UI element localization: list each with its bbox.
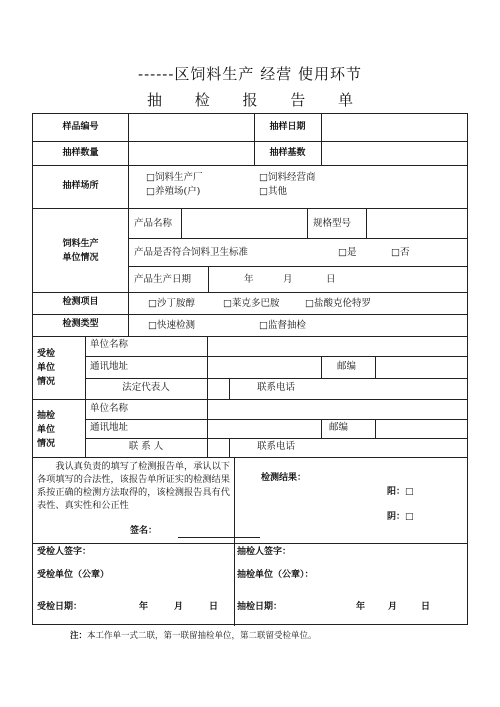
inspection-form bbox=[32, 113, 468, 625]
result-positive-checkbox[interactable]: 阳：□ bbox=[387, 487, 414, 497]
inspector-address-label: 通讯地址 bbox=[90, 422, 129, 433]
inspector-date-label: 抽检日期： bbox=[237, 602, 283, 612]
compliance-yes-checkbox[interactable]: □是 bbox=[338, 247, 357, 258]
inspector-label-line3: 情况 bbox=[36, 439, 55, 449]
declaration-sign-label: 签名： bbox=[130, 526, 158, 536]
inspector-date-year: 年 bbox=[356, 602, 366, 612]
inspected-zip-label: 邮编 bbox=[337, 361, 357, 372]
sample-no-label: 样品编号 bbox=[62, 122, 99, 132]
inspected-signer-label: 受检人签字： bbox=[37, 547, 92, 557]
inspected-date-day: 日 bbox=[209, 602, 219, 612]
inspected-date-month: 月 bbox=[174, 602, 184, 612]
compliance-label: 产品是否符合饲料卫生标准 bbox=[134, 247, 249, 258]
product-name-label: 产品名称 bbox=[134, 218, 173, 229]
compliance-no-checkbox[interactable]: □否 bbox=[391, 247, 410, 258]
inspector-seal-label: 抽检单位（公章）： bbox=[237, 570, 314, 580]
test-items-label: 检测项目 bbox=[62, 297, 99, 307]
inspected-date-label: 受检日期： bbox=[37, 602, 83, 612]
inspected-seal-label: 受检单位（公章） bbox=[37, 570, 110, 580]
inspector-phone-label: 联系电话 bbox=[257, 441, 296, 452]
inspector-date-day: 日 bbox=[421, 602, 431, 612]
footnote bbox=[70, 629, 317, 641]
inspected-address-label: 通讯地址 bbox=[90, 361, 129, 372]
result-negative-checkbox[interactable]: 阴：□ bbox=[387, 512, 414, 522]
test-type-supervision[interactable]: □监督抽检 bbox=[259, 320, 306, 331]
production-date-label: 产品生产日期 bbox=[134, 274, 192, 285]
producer-label-line1: 饲料生产 bbox=[62, 239, 99, 249]
test-item-ractopamine[interactable]: □莱克多巴胺 bbox=[223, 298, 280, 309]
sample-base-label: 抽样基数 bbox=[269, 148, 306, 158]
inspected-phone-label: 联系电话 bbox=[257, 382, 296, 393]
inspector-contact-label: 联 系 人 bbox=[128, 441, 164, 452]
production-month-label: 月 bbox=[283, 274, 293, 285]
test-item-clenbuterol[interactable]: □盐酸克伦特罗 bbox=[305, 298, 371, 309]
test-item-salbutamol[interactable]: □沙丁胺醇 bbox=[148, 298, 195, 309]
sample-qty-label: 抽样数量 bbox=[62, 148, 99, 158]
inspected-legal-rep-label: 法定代表人 bbox=[122, 382, 170, 393]
production-day-label: 日 bbox=[326, 274, 336, 285]
inspected-date-year: 年 bbox=[139, 602, 149, 612]
inspected-label-line1: 受检 bbox=[36, 349, 55, 359]
sampling-place-label: 抽样场所 bbox=[62, 181, 99, 191]
declaration-text: 我认真负责的填写了检测报告单，承认以下各项填写的合法性，该报告单所证实的检测结果系按正确的检测方法取得的，该检测报告具有代表性、真实性和公正性 bbox=[37, 461, 230, 511]
place-option-farm[interactable]: □养殖场(户) bbox=[146, 186, 201, 197]
inspected-label-line3: 情况 bbox=[36, 377, 55, 387]
sample-date-label: 抽样日期 bbox=[269, 122, 306, 132]
inspector-label-line1: 抽检 bbox=[36, 411, 55, 421]
inspector-date-month: 月 bbox=[388, 602, 398, 612]
inspector-zip-label: 邮编 bbox=[329, 422, 349, 433]
signature-line[interactable] bbox=[178, 537, 260, 538]
test-result-label: 检测结果： bbox=[261, 473, 307, 483]
spec-model-label: 规格型号 bbox=[313, 218, 352, 229]
test-type-label: 检测类型 bbox=[62, 319, 99, 329]
inspector-label-line2: 单位 bbox=[36, 425, 55, 435]
producer-label-line2: 单位情况 bbox=[62, 253, 99, 263]
footnote-prefix: 注： bbox=[70, 631, 88, 641]
form-title-line2: 抽 检 报 告 单 bbox=[146, 91, 368, 109]
place-option-other[interactable]: □其他 bbox=[259, 186, 287, 197]
place-option-producer[interactable]: □饲料生产厂 bbox=[146, 172, 203, 183]
inspected-label-line2: 单位 bbox=[36, 363, 55, 373]
inspector-signer-label: 抽检人签字： bbox=[237, 547, 292, 557]
place-option-dealer[interactable]: □饲料经营商 bbox=[259, 172, 316, 183]
inspector-unit-name-label: 单位名称 bbox=[90, 403, 129, 414]
test-type-rapid[interactable]: □快速检测 bbox=[148, 320, 195, 331]
footnote-text: 本工作单一式二联，第一联留抽检单位，第二联留受检单位。 bbox=[87, 631, 317, 641]
inspected-unit-name-label: 单位名称 bbox=[90, 339, 129, 350]
form-title-line1: ------区饲料生产 经营 使用环节 bbox=[138, 65, 362, 83]
production-year-label: 年 bbox=[244, 274, 254, 285]
